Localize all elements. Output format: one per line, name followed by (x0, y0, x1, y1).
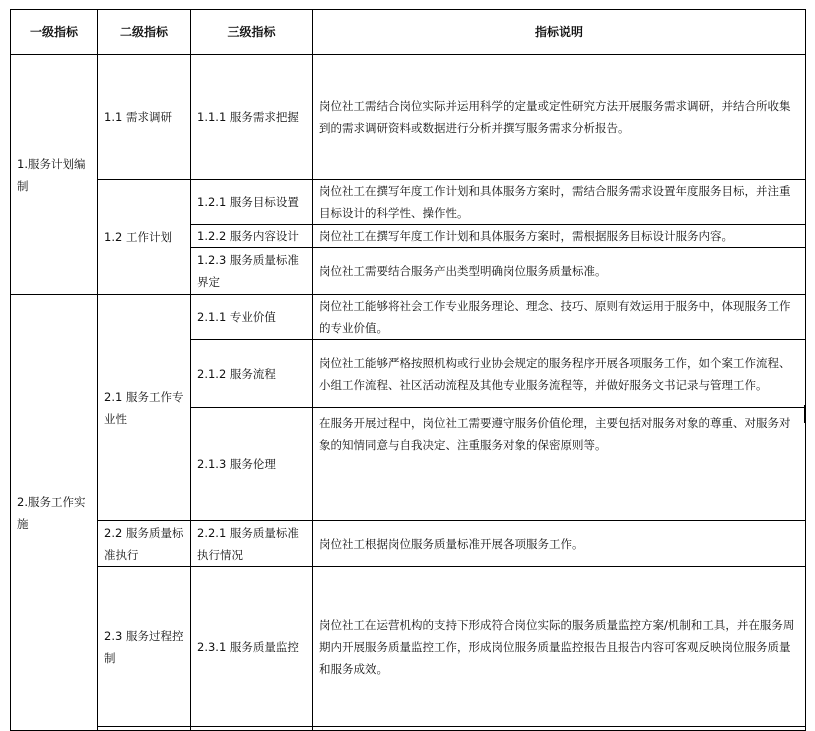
header-level1: 一级指标 (11, 10, 98, 55)
description-cell: 岗位社工能够严格按照机构或行业协会规定的服务程序开展各项服务工作，如个案工作流程、小组工作流程、社区活动流程及其他专业服务流程等，并做好服务文书记录与管理工作。 (313, 340, 806, 408)
description-cell: 岗位社工需结合岗位实际并运用科学的定量或定性研究方法开展服务需求调研，并结合所收集到的需求调研资料或数据进行分析并撰写服务需求分析报告。 (313, 55, 806, 180)
level3-cell: 1.2.3 服务质量标准界定 (191, 248, 313, 295)
description-cell: 岗位社工在运营机构的支持下形成符合岗位实际的服务质量监控方案/机制和工具，并在服务周期内开展服务质量监控工作，形成岗位服务质量监控报告且报告内容可客观反映岗位服务质量和服务成效。 (313, 567, 806, 727)
level2-cell (98, 727, 191, 731)
description-cell: 岗位社工在撰写年度工作计划和具体服务方案时，需结合服务需求设置年度服务目标，并注重目标设计的科学性、操作性。 (313, 180, 806, 225)
description-cell: 岗位社工在撰写年度工作计划和具体服务方案时，需根据服务目标设计服务内容。 (313, 225, 806, 248)
description-cell: 岗位社工根据岗位服务质量标准开展各项服务工作。 (313, 521, 806, 567)
level3-cell: 2.1.2 服务流程 (191, 340, 313, 408)
level3-cell: 2.3.1 服务质量监控 (191, 567, 313, 727)
level3-cell: 2.2.1 服务质量标准执行情况 (191, 521, 313, 567)
level3-cell (191, 727, 313, 731)
level2-cell: 2.2 服务质量标准执行 (98, 521, 191, 567)
header-level2: 二级指标 (98, 10, 191, 55)
table-row-partial (11, 727, 806, 731)
right-edge-tick (804, 405, 806, 423)
level3-cell: 1.2.1 服务目标设置 (191, 180, 313, 225)
indicator-table (10, 9, 806, 731)
level3-cell: 1.2.2 服务内容设计 (191, 225, 313, 248)
description-cell: 岗位社工需要结合服务产出类型明确岗位服务质量标准。 (313, 248, 806, 295)
header-description: 指标说明 (313, 10, 806, 55)
level2-cell: 1.1 需求调研 (98, 55, 191, 180)
level2-cell: 1.2 工作计划 (98, 180, 191, 295)
level3-cell: 1.1.1 服务需求把握 (191, 55, 313, 180)
description-cell: 在服务开展过程中，岗位社工需要遵守服务价值伦理，主要包括对服务对象的尊重、对服务对象的知情同意与自我决定、注重服务对象的保密原则等。 (313, 408, 806, 521)
level2-cell: 2.3 服务过程控制 (98, 567, 191, 727)
level1-cell: 1.服务计划编制 (11, 55, 98, 295)
description-cell: 岗位社工能够将社会工作专业服务理论、理念、技巧、原则有效运用于服务中，体现服务工作的专业价值。 (313, 295, 806, 340)
level3-cell: 2.1.3 服务伦理 (191, 408, 313, 521)
level3-cell: 2.1.1 专业价值 (191, 295, 313, 340)
table-row (11, 295, 806, 340)
table-row (11, 180, 806, 225)
level1-cell: 2.服务工作实施 (11, 295, 98, 731)
table-row (11, 567, 806, 727)
table-row (11, 55, 806, 180)
table-row (11, 521, 806, 567)
description-cell (313, 727, 806, 731)
header-row (11, 10, 806, 55)
level2-cell: 2.1 服务工作专业性 (98, 295, 191, 521)
header-level3: 三级指标 (191, 10, 313, 55)
